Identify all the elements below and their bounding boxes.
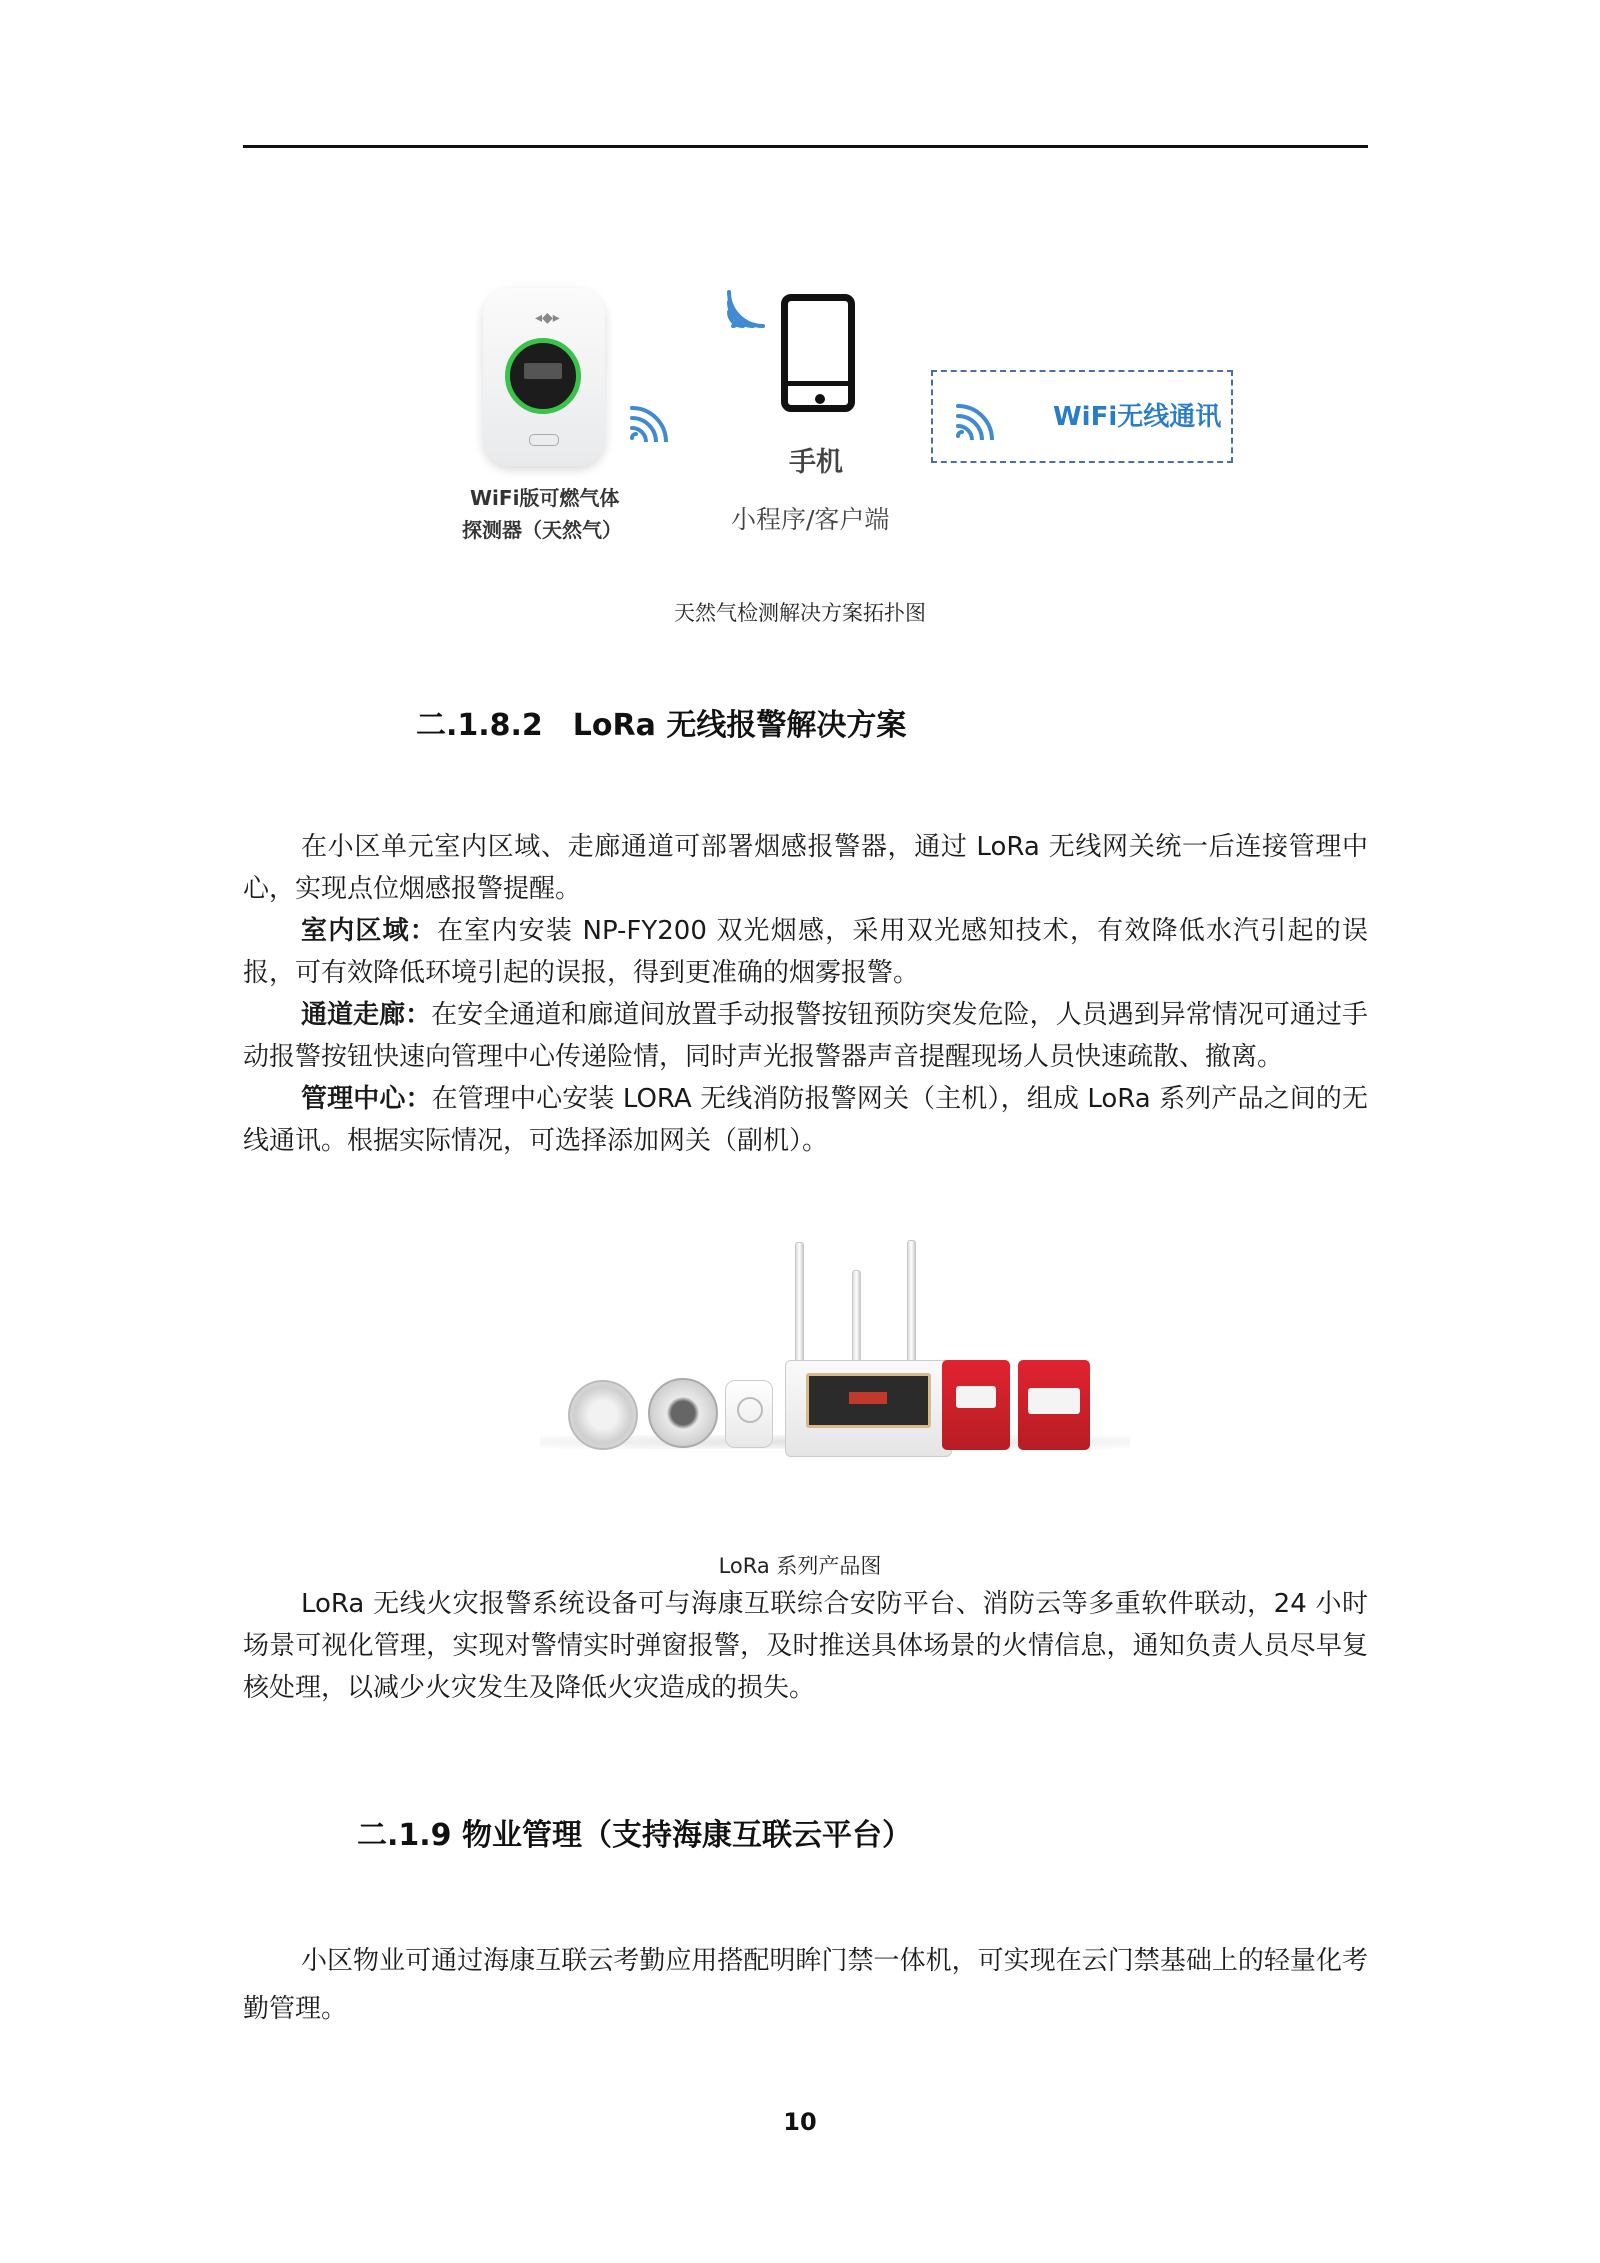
smoke-detector-white bbox=[568, 1380, 638, 1450]
call-point-window bbox=[1028, 1388, 1080, 1414]
page-number: 10 bbox=[783, 2108, 817, 2136]
detector-badge bbox=[529, 434, 559, 446]
alarm-light bbox=[956, 1386, 996, 1408]
center-paragraph bbox=[243, 1078, 1368, 1162]
indoor-label: 室内区域： bbox=[301, 916, 438, 946]
panic-button bbox=[725, 1380, 773, 1448]
gateway-antenna bbox=[907, 1240, 916, 1366]
corridor-label: 通道走廊： bbox=[301, 1000, 432, 1030]
detector-label-line1: WiFi版可燃气体 bbox=[470, 486, 620, 510]
phone-bar bbox=[788, 381, 848, 386]
after-body bbox=[243, 1583, 1368, 1709]
section-heading: 二.1.9 物业管理（支持海康互联云平台） bbox=[357, 1818, 912, 1853]
smoke-detector-dark bbox=[648, 1378, 718, 1448]
wifi-signal-icon bbox=[952, 396, 1000, 440]
detector-logo-icon: ◂◆▸ bbox=[535, 310, 560, 326]
wifi-label: WiFi无线通讯 bbox=[1053, 402, 1222, 432]
property-body bbox=[243, 1937, 1368, 2033]
detector-display-ring bbox=[505, 338, 581, 414]
app-label: 小程序/客户端 bbox=[731, 505, 890, 534]
phone-home-button bbox=[815, 394, 825, 404]
gateway-antenna bbox=[795, 1242, 804, 1366]
corridor-text: 在安全通道和廊道间放置手动报警按钮预防突发危险，人员遇到异常情况可通过手动报警按钮快速向管理中心传递险情，同时声光报警器声音提醒现场人员快速疏散、撤离。 bbox=[243, 1000, 1368, 1072]
wifi-communication-box bbox=[931, 370, 1233, 463]
phone-label: 手机 bbox=[789, 447, 843, 478]
wifi-signal-icon bbox=[727, 286, 775, 330]
section-heading: 二.1.8.2 LoRa 无线报警解决方案 bbox=[416, 708, 907, 743]
corridor-paragraph bbox=[243, 994, 1368, 1078]
sound-light-alarm bbox=[942, 1360, 1010, 1450]
wifi-signal-icon bbox=[626, 398, 674, 442]
phone-icon bbox=[781, 294, 855, 412]
indoor-text: 在室内安装 NP-FY200 双光烟感，采用双光感知技术，有效降低水汽引起的误报，可有效降低环境引起的误报，得到更准确的烟雾报警。 bbox=[243, 916, 1368, 988]
figure-caption: 天然气检测解决方案拓扑图 bbox=[674, 601, 926, 625]
panic-button-dot bbox=[737, 1397, 763, 1423]
gateway-antenna bbox=[852, 1270, 861, 1366]
center-label: 管理中心： bbox=[301, 1084, 432, 1114]
detector-screen bbox=[524, 363, 562, 379]
property-paragraph: 小区物业可通过海康互联云考勤应用搭配明眸门禁一体机，可实现在云门禁基础上的轻量化考勤管理。 bbox=[243, 1946, 1368, 2024]
lora-products-image bbox=[540, 1230, 1130, 1470]
topology-figure bbox=[0, 0, 1600, 640]
lora-gateway bbox=[785, 1360, 952, 1457]
after-paragraph: LoRa 无线火灾报警系统设备可与海康互联综合安防平台、消防云等多重软件联动，24 小时场景可视化管理，实现对警情实时弹窗报警，及时推送具体场景的火情信息，通知负责人员尽早复核处理，以减少火灾发生及降低火灾造成的损失。 bbox=[243, 1589, 1368, 1703]
indoor-paragraph bbox=[243, 910, 1368, 994]
center-text: 在管理中心安装 LORA 无线消防报警网关（主机），组成 LoRa 系列产品之间的无线通讯。根据实际情况，可选择添加网关（副机）。 bbox=[243, 1084, 1368, 1156]
intro-paragraph: 在小区单元室内区域、走廊通道可部署烟感报警器，通过 LoRa 无线网关统一后连接管理中心，实现点位烟感报警提醒。 bbox=[243, 832, 1368, 904]
gas-detector-image bbox=[483, 288, 605, 466]
gateway-indicator bbox=[849, 1392, 887, 1404]
section-body bbox=[243, 826, 1368, 1162]
manual-call-point bbox=[1018, 1360, 1090, 1450]
product-caption: LoRa 系列产品图 bbox=[718, 1554, 882, 1578]
gateway-screen bbox=[806, 1373, 931, 1428]
detector-label-line2: 探测器（天然气） bbox=[462, 518, 622, 542]
